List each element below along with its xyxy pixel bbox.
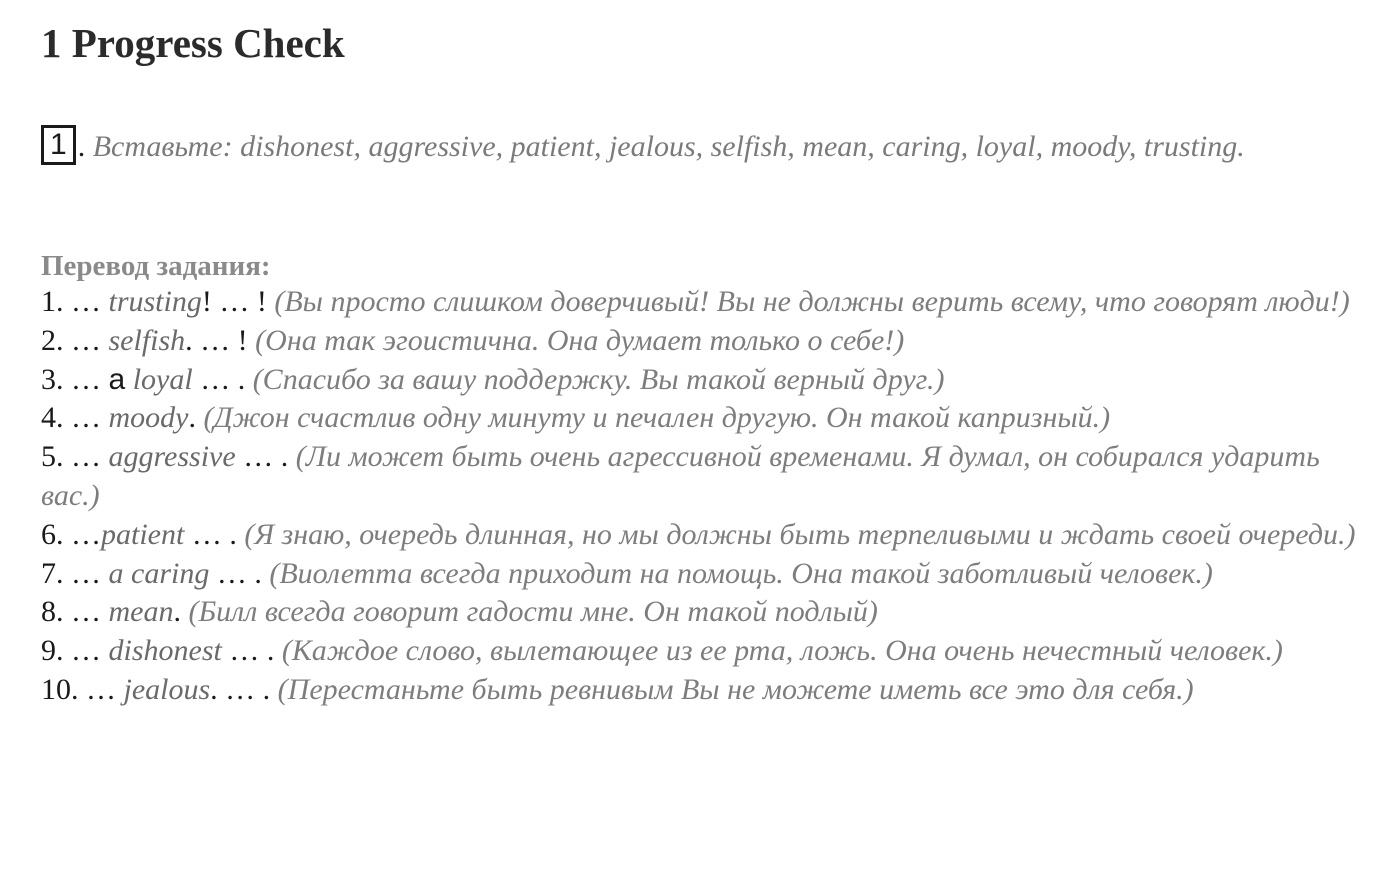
answer-item [41,438,1371,516]
answer-word: selfish [108,323,186,357]
answer-number: 7. [41,556,64,590]
answer-number: 9. [41,634,64,668]
answer-filler: . … ! [185,323,256,357]
task-instruction-text: Вставьте: dishonest, aggressive, patient, jealous, selfish, mean, caring, loyal, moody, trusting. [85,130,1245,163]
answer-filler: … . [209,556,270,590]
answer-word: moody [108,401,189,435]
answer-filler: … [63,556,109,590]
answer-filler: … [63,362,109,396]
answer-word: loyal [125,362,193,396]
answer-word: dishonest [108,634,222,668]
answer-translation: (Я знаю, очередь длинная, но мы должны быть терпеливыми и ждать своей очереди.) [244,517,1356,551]
answer-word: jealous [123,672,211,706]
answer-translation: (Она так эгоистична. Она думает только о себе!) [255,323,905,357]
answer-translation: (Виолетта всегда приходит на помощь. Она такой заботливый человек.) [269,556,1213,590]
answer-number: 8. [41,595,64,629]
answer-item [41,555,1371,594]
answer-number: 5. [41,440,64,474]
page-title: 1 Progress Check [41,20,345,66]
answer-item [41,361,1371,400]
answer-filler: … [63,285,109,318]
answer-number: 2. [41,323,64,357]
answers-list [41,283,1371,710]
answer-word: a caring [108,556,210,590]
answer-item [41,283,1371,322]
answer-number: 4. [41,401,64,435]
answer-filler: . [173,595,189,629]
answer-filler: … . [221,634,282,668]
answer-word: aggressive [108,440,236,474]
answer-item [41,516,1371,555]
answer-filler: … [63,401,109,435]
answer-filler: … . [235,440,296,474]
answer-filler: … [63,634,109,668]
answer-number: 3. [41,362,64,396]
answer-translation: (Спасибо за вашу поддержку. Вы такой верный друг.) [252,362,945,396]
answer-translation: (Каждое слово, вылетающее из ее рта, ложь. Она очень нечестный человек.) [281,634,1283,668]
answer-item [41,632,1371,671]
answer-translation: (Перестаньте быть ревнивым Вы не можете иметь все это для себя.) [277,672,1194,706]
answer-item [41,399,1371,438]
answer-word: patient [101,517,185,551]
answer-word: trusting [108,285,202,318]
answer-number: 10. [41,672,79,706]
answer-filler: … [63,595,109,629]
answer-word: mean [108,595,174,629]
answer-translation: (Ли может быть очень агрессивной временами. Я думал, он собирался ударить вас.) [41,440,1320,512]
answer-translation: (Джон счастлив одну минуту и печален другую. Он такой капризный.) [203,401,1111,435]
answer-filler: … [78,672,124,706]
answer-item [41,671,1371,710]
answer-number: 6. [41,517,64,551]
task-instruction [41,125,1361,166]
answer-filler: … [63,440,109,474]
answer-filler: … . [192,362,253,396]
answer-item [41,593,1371,632]
answer-filler: . … . [210,672,278,706]
answer-item [41,322,1371,361]
translation-heading: Перевод задания: [41,250,271,282]
answer-article: a [108,362,126,396]
task-number-dot: . [77,130,86,163]
task-number-badge: 1 [41,125,76,165]
answer-filler: . [188,401,204,435]
answer-filler: … [63,517,101,551]
answer-translation: (Вы просто слишком доверчивый! Вы не должны верить всему, что говорят люди!) [274,285,1350,318]
answer-filler: … [63,323,109,357]
answer-filler: ! … ! [201,285,275,318]
answer-number: 1. [41,285,64,318]
answer-translation: (Билл всегда говорит гадости мне. Он такой подлый) [188,595,878,629]
answer-filler: … . [184,517,245,551]
